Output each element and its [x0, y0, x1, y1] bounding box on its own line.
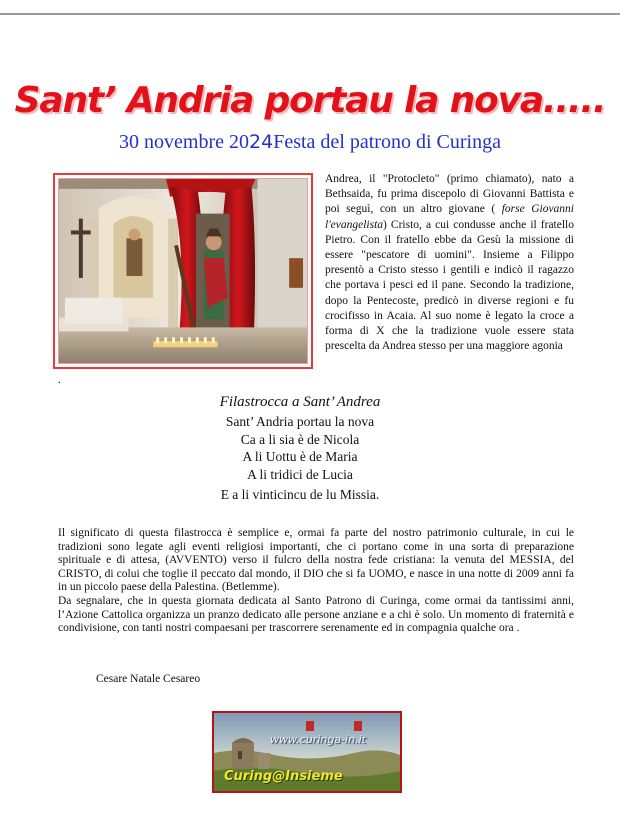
subtitle-text: Festa del patrono di Curinga: [273, 131, 501, 153]
intro-text-before: Andrea, il "Protocleto" (primo chiamato), nato a Bethsaida, fu prima discepolo di Giovanni Battista e poi seguì, con un altro giovane (: [325, 173, 574, 216]
separator-dot: .: [58, 374, 61, 386]
curinga-insieme-logo[interactable]: [212, 711, 402, 793]
poem: [170, 394, 430, 504]
logo-brand: Curing@Insieme: [224, 769, 343, 784]
saint-statue-photo: [53, 173, 313, 369]
logo-url[interactable]: www.curinga-in.it: [270, 733, 366, 746]
body-text: [58, 527, 574, 636]
page-title: Sant’ Andria portau la nova.....: [14, 80, 606, 121]
saint-andrew-intro: [325, 172, 574, 354]
poem-title: Filastrocca a Sant’ Andrea: [219, 394, 381, 410]
body-paragraph: Il significato di questa filastrocca è semplice e, ormai fa parte del nostro patrimonio culturale, in cui le tradizioni sono legate agli eventi religiosi importanti, che ci portano come in una sorta di preparazione spirituale e di attesa, (AVVENTO) verso il fulcro della nostra fede cristiana: la venuta del MESSIA, del CRISTO, di colui che toglie il peccato dal mondo, il DIO che si fa UOMO, e nasce in una notte di 2009 anni fa in un piccolo paese della Palestina. (Betlemme).: [58, 527, 574, 594]
page-subtitle: [0, 131, 620, 154]
intro-text-after: ) Cristo, a cui condusse anche il fratello Pietro. Con il fratello ebbe da Gesù la missione di essere "pescatore di uomini". Insieme a Filippo presentò a Cristo stesso i gentili e indicò il ragazzo che portava i pesci ed il pane. Secondo la tradizione, dopo la Pentecoste, predicò in diverse regioni e fu crocifisso in Acaia. Al suo nome è legato la croce a forma di X che la tradizione vuole essere stata prescelta da Andrea stesso per una maggiore agonia: [325, 218, 574, 353]
subtitle-date: 30 novembre 20: [119, 131, 250, 153]
poem-line: A li Uottu è de Maria: [242, 449, 358, 464]
church-photo-icon: [58, 178, 308, 364]
poem-line: A li tridici de Lucia: [247, 466, 353, 482]
top-divider: [0, 13, 620, 15]
subtitle-year: 24: [249, 131, 274, 153]
poem-line: E a li vinticincu de lu Missia.: [220, 487, 380, 502]
intro-text-italic: forse Giovanni l'evangelista: [325, 203, 574, 231]
author-signature: Cesare Natale Cesareo: [96, 673, 201, 685]
poem-line: Ca a li sia è de Nicola: [240, 431, 360, 447]
poem-line: Sant’ Andria portau la nova: [225, 414, 375, 429]
body-paragraph: Da segnalare, che in questa giornata dedicata al Santo Patrono di Curinga, come ormai da tantissimi anni, l’Azione Cattolica organizza un pranzo dedicato alle persone anziane e a chi è solo. Un momento di fraternità e condivisione, con tanti nostri compaesani per trascorrere serenamente ed in compagnia qualche ora .: [58, 594, 574, 635]
